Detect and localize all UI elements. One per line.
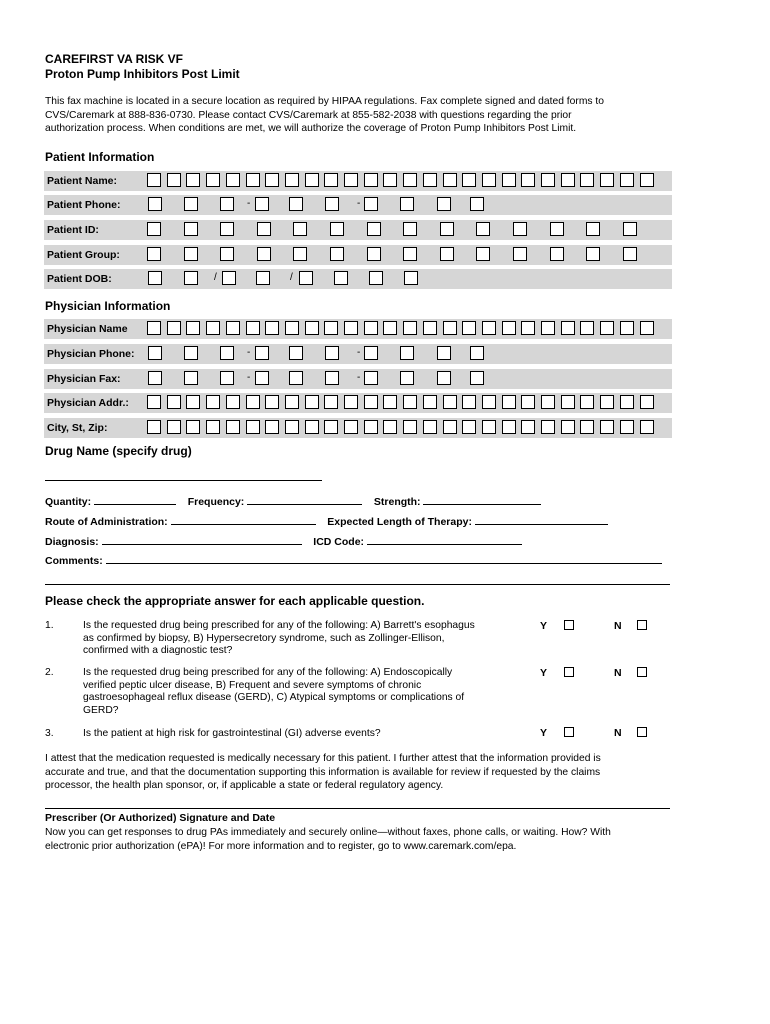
- patient-dob-label: Patient DOB:: [47, 273, 112, 285]
- physician-addr-char-box[interactable]: [403, 395, 417, 409]
- patient-name-char-box[interactable]: [305, 173, 319, 187]
- patient-name-char-box[interactable]: [383, 173, 397, 187]
- physician-name-char-box[interactable]: [462, 321, 476, 335]
- patient-group-char-box[interactable]: [550, 247, 564, 261]
- patient-dob-row: [44, 269, 672, 289]
- route-length-line: [45, 514, 608, 528]
- physician-addr-char-box[interactable]: [521, 395, 535, 409]
- city-state-zip-char-box[interactable]: [265, 420, 279, 434]
- patient-group-char-box[interactable]: [293, 247, 307, 261]
- icd-code-field[interactable]: [367, 534, 522, 545]
- physician-fax-char-box[interactable]: [220, 371, 234, 385]
- question-1-yes-checkbox[interactable]: [564, 620, 574, 630]
- question-2-no-checkbox[interactable]: [637, 667, 647, 677]
- city-state-zip-char-box[interactable]: [186, 420, 200, 434]
- question-1-no-label: N: [614, 620, 622, 632]
- patient-dob-char-box[interactable]: [256, 271, 270, 285]
- patient-name-char-box[interactable]: [600, 173, 614, 187]
- city-state-zip-char-box[interactable]: [502, 420, 516, 434]
- city-state-zip-char-box[interactable]: [482, 420, 496, 434]
- patient-phone-char-box[interactable]: [220, 197, 234, 211]
- physician-addr-row: [44, 393, 672, 413]
- patient-name-char-box[interactable]: [403, 173, 417, 187]
- physician-name-char-box[interactable]: [285, 321, 299, 335]
- patient-phone-char-box[interactable]: [400, 197, 414, 211]
- city-state-zip-label: City, St, Zip:: [47, 422, 108, 434]
- physician-addr-char-box[interactable]: [482, 395, 496, 409]
- physician-name-char-box[interactable]: [206, 321, 220, 335]
- form-title: CAREFIRST VA RISK VF: [45, 52, 184, 66]
- physician-name-char-box[interactable]: [580, 321, 594, 335]
- city-state-zip-char-box[interactable]: [541, 420, 555, 434]
- physician-phone-char-box[interactable]: [470, 346, 484, 360]
- patient-phone-label: Patient Phone:: [47, 199, 121, 211]
- physician-fax-char-box[interactable]: [255, 371, 269, 385]
- question-3-no-label: N: [614, 727, 622, 739]
- patient-id-char-box[interactable]: [586, 222, 600, 236]
- physician-name-row: [44, 319, 672, 339]
- patient-group-char-box[interactable]: [476, 247, 490, 261]
- signature-label: Prescriber (Or Authorized) Signature and Date: [45, 812, 276, 824]
- form-subtitle: Proton Pump Inhibitors Post Limit: [45, 67, 240, 81]
- patient-name-char-box[interactable]: [226, 173, 240, 187]
- patient-phone-char-box[interactable]: [184, 197, 198, 211]
- physician-name-char-box[interactable]: [186, 321, 200, 335]
- physician-phone-char-box[interactable]: [220, 346, 234, 360]
- questions-heading: Please check the appropriate answer for each applicable question.: [45, 594, 425, 608]
- physician-name-char-box[interactable]: [305, 321, 319, 335]
- patient-name-label: Patient Name:: [47, 175, 118, 187]
- physician-name-char-box[interactable]: [246, 321, 260, 335]
- patient-name-char-box[interactable]: [561, 173, 575, 187]
- patient-name-char-box[interactable]: [285, 173, 299, 187]
- physician-name-char-box[interactable]: [167, 321, 181, 335]
- comments-line: [45, 553, 662, 567]
- physician-phone-label: Physician Phone:: [47, 348, 135, 360]
- patient-phone-separator: -: [247, 198, 251, 209]
- physician-addr-label: Physician Addr.:: [47, 397, 129, 409]
- patient-group-char-box[interactable]: [513, 247, 527, 261]
- patient-info-heading: Patient Information: [45, 150, 155, 164]
- physician-addr-char-box[interactable]: [186, 395, 200, 409]
- physician-name-char-box[interactable]: [620, 321, 634, 335]
- physician-addr-char-box[interactable]: [541, 395, 555, 409]
- question-1-no-checkbox[interactable]: [637, 620, 647, 630]
- patient-group-char-box[interactable]: [367, 247, 381, 261]
- patient-name-char-box[interactable]: [521, 173, 535, 187]
- question-3-yes-label: Y: [540, 727, 548, 739]
- city-state-zip-char-box[interactable]: [246, 420, 260, 434]
- physician-addr-char-box[interactable]: [443, 395, 457, 409]
- physician-phone-char-box[interactable]: [255, 346, 269, 360]
- question-1-yes-label: Y: [540, 620, 548, 632]
- comments-line-2[interactable]: [45, 584, 670, 585]
- patient-name-char-box[interactable]: [364, 173, 378, 187]
- physician-name-char-box[interactable]: [226, 321, 240, 335]
- patient-id-char-box[interactable]: [257, 222, 271, 236]
- physician-addr-char-box[interactable]: [324, 395, 338, 409]
- question-2-text: Is the requested drug being prescribed for any of the following: A) Endoscopically verified peptic ulcer disease, B) Frequent and severe symptoms of chronic gastroesophageal reflux disease (GERD), C) Atypical symptoms or complications of GERD?: [83, 667, 465, 716]
- patient-group-row: [44, 245, 672, 265]
- patient-group-char-box[interactable]: [257, 247, 271, 261]
- question-2-no-label: N: [614, 667, 622, 679]
- physician-name-char-box[interactable]: [364, 321, 378, 335]
- physician-addr-char-box[interactable]: [502, 395, 516, 409]
- patient-group-char-box[interactable]: [403, 247, 417, 261]
- question-2-yes-label: Y: [540, 667, 548, 679]
- diagnosis-label: Diagnosis:: [45, 536, 99, 548]
- patient-name-char-box[interactable]: [640, 173, 654, 187]
- intro-text: This fax machine is located in a secure location as required by HIPAA regulations. Fax complete signed and dated forms to CVS/Caremark at 888-836-0730. Please contact CVS/Caremark at 855-582-2038 with questions regarding the prior authorization process. When conditions are met, we will authorize the coverage of Proton Pump Inhibitors Post Limit.: [45, 96, 604, 134]
- physician-addr-char-box[interactable]: [423, 395, 437, 409]
- physician-addr-char-box[interactable]: [246, 395, 260, 409]
- physician-name-char-box[interactable]: [344, 321, 358, 335]
- patient-phone-char-box[interactable]: [437, 197, 451, 211]
- physician-name-char-box[interactable]: [265, 321, 279, 335]
- frequency-field[interactable]: [247, 494, 362, 505]
- patient-name-row: [44, 171, 672, 191]
- question-3-text: Is the patient at high risk for gastrointestinal (GI) adverse events?: [83, 728, 381, 739]
- drug-name-line[interactable]: [45, 480, 322, 481]
- patient-id-char-box[interactable]: [220, 222, 234, 236]
- city-state-zip-char-box[interactable]: [364, 420, 378, 434]
- physician-phone-char-box[interactable]: [289, 346, 303, 360]
- physician-name-char-box[interactable]: [147, 321, 161, 335]
- patient-name-char-box[interactable]: [344, 173, 358, 187]
- city-state-zip-char-box[interactable]: [285, 420, 299, 434]
- physician-name-char-box[interactable]: [600, 321, 614, 335]
- physician-name-char-box[interactable]: [561, 321, 575, 335]
- physician-fax-char-box[interactable]: [325, 371, 339, 385]
- patient-group-label: Patient Group:: [47, 249, 120, 261]
- city-state-zip-char-box[interactable]: [423, 420, 437, 434]
- patient-phone-char-box[interactable]: [148, 197, 162, 211]
- physician-phone-char-box[interactable]: [400, 346, 414, 360]
- city-state-zip-char-box[interactable]: [403, 420, 417, 434]
- patient-group-char-box[interactable]: [330, 247, 344, 261]
- patient-dob-separator: /: [214, 272, 217, 283]
- physician-addr-char-box[interactable]: [285, 395, 299, 409]
- patient-id-char-box[interactable]: [513, 222, 527, 236]
- patient-dob-char-box[interactable]: [404, 271, 418, 285]
- physician-addr-char-box[interactable]: [305, 395, 319, 409]
- patient-phone-char-box[interactable]: [364, 197, 378, 211]
- physician-addr-char-box[interactable]: [167, 395, 181, 409]
- patient-id-char-box[interactable]: [623, 222, 637, 236]
- city-state-zip-char-box[interactable]: [521, 420, 535, 434]
- patient-name-char-box[interactable]: [482, 173, 496, 187]
- patient-phone-separator: -: [357, 198, 361, 209]
- patient-group-char-box[interactable]: [184, 247, 198, 261]
- patient-name-char-box[interactable]: [206, 173, 220, 187]
- patient-name-char-box[interactable]: [541, 173, 555, 187]
- physician-addr-char-box[interactable]: [580, 395, 594, 409]
- physician-phone-char-box[interactable]: [325, 346, 339, 360]
- city-state-zip-char-box[interactable]: [344, 420, 358, 434]
- patient-name-char-box[interactable]: [502, 173, 516, 187]
- question-1-number: 1.: [45, 620, 54, 631]
- diagnosis-icd-line: [45, 534, 522, 548]
- physician-name-char-box[interactable]: [640, 321, 654, 335]
- question-3-no-checkbox[interactable]: [637, 727, 647, 737]
- physician-name-char-box[interactable]: [521, 321, 535, 335]
- city-state-zip-char-box[interactable]: [383, 420, 397, 434]
- physician-name-label: Physician Name: [47, 323, 128, 335]
- icd-code-label: ICD Code:: [313, 536, 365, 548]
- question-3-yes-checkbox[interactable]: [564, 727, 574, 737]
- physician-fax-label: Physician Fax:: [47, 373, 121, 385]
- diagnosis-field[interactable]: [102, 534, 302, 545]
- patient-id-char-box[interactable]: [330, 222, 344, 236]
- physician-addr-char-box[interactable]: [265, 395, 279, 409]
- patient-id-char-box[interactable]: [403, 222, 417, 236]
- question-2-number: 2.: [45, 667, 54, 678]
- patient-name-char-box[interactable]: [620, 173, 634, 187]
- physician-addr-char-box[interactable]: [206, 395, 220, 409]
- physician-phone-row: [44, 344, 672, 364]
- physician-name-char-box[interactable]: [502, 321, 516, 335]
- strength-label: Strength:: [373, 496, 421, 508]
- city-state-zip-char-box[interactable]: [561, 420, 575, 434]
- physician-name-char-box[interactable]: [423, 321, 437, 335]
- patient-name-char-box[interactable]: [324, 173, 338, 187]
- physician-fax-char-box[interactable]: [437, 371, 451, 385]
- drug-name-heading: Drug Name (specify drug): [45, 444, 192, 458]
- patient-name-char-box[interactable]: [246, 173, 260, 187]
- patient-id-label: Patient ID:: [47, 224, 99, 236]
- city-state-zip-char-box[interactable]: [580, 420, 594, 434]
- quantity-frequency-strength-line: [45, 494, 541, 508]
- physician-addr-char-box[interactable]: [620, 395, 634, 409]
- patient-name-char-box[interactable]: [147, 173, 161, 187]
- city-state-zip-char-box[interactable]: [147, 420, 161, 434]
- physician-info-heading: Physician Information: [45, 299, 171, 313]
- physician-name-char-box[interactable]: [482, 321, 496, 335]
- patient-dob-char-box[interactable]: [148, 271, 162, 285]
- therapy-length-field[interactable]: [475, 514, 608, 525]
- physician-name-char-box[interactable]: [541, 321, 555, 335]
- city-state-zip-row: [44, 418, 672, 438]
- patient-group-char-box[interactable]: [147, 247, 161, 261]
- physician-fax-row: [44, 369, 672, 389]
- physician-fax-char-box[interactable]: [148, 371, 162, 385]
- strength-field[interactable]: [423, 494, 541, 505]
- physician-phone-char-box[interactable]: [184, 346, 198, 360]
- patient-dob-char-box[interactable]: [299, 271, 313, 285]
- patient-phone-char-box[interactable]: [255, 197, 269, 211]
- question-1-text: Is the requested drug being prescribed for any of the following: A) Barrett's esophagus as confirmed by biopsy, B) Hypersecretory syndrome, such as Zollinger-Ellison, confirmed with a diagnostic test?: [83, 620, 475, 657]
- physician-name-char-box[interactable]: [324, 321, 338, 335]
- city-state-zip-char-box[interactable]: [167, 420, 181, 434]
- patient-id-char-box[interactable]: [550, 222, 564, 236]
- city-state-zip-char-box[interactable]: [305, 420, 319, 434]
- city-state-zip-char-box[interactable]: [620, 420, 634, 434]
- patient-name-char-box[interactable]: [186, 173, 200, 187]
- patient-group-char-box[interactable]: [220, 247, 234, 261]
- physician-addr-char-box[interactable]: [364, 395, 378, 409]
- frequency-label: Frequency:: [187, 496, 245, 508]
- physician-phone-char-box[interactable]: [148, 346, 162, 360]
- patient-name-char-box[interactable]: [462, 173, 476, 187]
- patient-group-char-box[interactable]: [440, 247, 454, 261]
- patient-dob-separator: /: [290, 272, 293, 283]
- physician-phone-char-box[interactable]: [437, 346, 451, 360]
- city-state-zip-char-box[interactable]: [462, 420, 476, 434]
- city-state-zip-char-box[interactable]: [640, 420, 654, 434]
- patient-dob-char-box[interactable]: [369, 271, 383, 285]
- patient-id-char-box[interactable]: [147, 222, 161, 236]
- patient-id-char-box[interactable]: [184, 222, 198, 236]
- patient-phone-char-box[interactable]: [470, 197, 484, 211]
- patient-id-char-box[interactable]: [367, 222, 381, 236]
- physician-fax-char-box[interactable]: [184, 371, 198, 385]
- patient-dob-char-box[interactable]: [184, 271, 198, 285]
- route-label: Route of Administration:: [45, 516, 168, 528]
- physician-addr-char-box[interactable]: [462, 395, 476, 409]
- physician-phone-char-box[interactable]: [364, 346, 378, 360]
- physician-addr-char-box[interactable]: [344, 395, 358, 409]
- question-3-number: 3.: [45, 728, 54, 739]
- physician-fax-separator: -: [357, 372, 361, 383]
- physician-addr-char-box[interactable]: [640, 395, 654, 409]
- physician-addr-char-box[interactable]: [561, 395, 575, 409]
- patient-group-char-box[interactable]: [586, 247, 600, 261]
- signature-line[interactable]: [45, 808, 670, 809]
- patient-name-char-box[interactable]: [580, 173, 594, 187]
- attestation-text: I attest that the medication requested is medically necessary for this patient. I further attest that the information provided is accurate and true, and that the documentation supporting this information is available for review if requested by the claims processor, the health plan sponsor, or, if applicable a state or federal regulatory agency.: [45, 753, 601, 791]
- city-state-zip-char-box[interactable]: [600, 420, 614, 434]
- physician-name-char-box[interactable]: [403, 321, 417, 335]
- physician-fax-separator: -: [247, 372, 251, 383]
- quantity-label: Quantity:: [45, 496, 92, 508]
- physician-fax-char-box[interactable]: [364, 371, 378, 385]
- therapy-length-label: Expected Length of Therapy:: [327, 516, 472, 528]
- comments-field[interactable]: [106, 553, 662, 564]
- patient-group-char-box[interactable]: [623, 247, 637, 261]
- route-field[interactable]: [171, 514, 316, 525]
- physician-fax-char-box[interactable]: [289, 371, 303, 385]
- physician-phone-separator: -: [357, 347, 361, 358]
- patient-dob-char-box[interactable]: [222, 271, 236, 285]
- comments-label: Comments:: [45, 555, 103, 567]
- patient-phone-char-box[interactable]: [289, 197, 303, 211]
- physician-addr-char-box[interactable]: [226, 395, 240, 409]
- physician-fax-char-box[interactable]: [470, 371, 484, 385]
- patient-dob-char-box[interactable]: [334, 271, 348, 285]
- physician-phone-separator: -: [247, 347, 251, 358]
- city-state-zip-char-box[interactable]: [226, 420, 240, 434]
- patient-name-char-box[interactable]: [265, 173, 279, 187]
- quantity-field[interactable]: [94, 494, 176, 505]
- physician-addr-char-box[interactable]: [600, 395, 614, 409]
- patient-id-char-box[interactable]: [293, 222, 307, 236]
- physician-addr-char-box[interactable]: [383, 395, 397, 409]
- question-2-yes-checkbox[interactable]: [564, 667, 574, 677]
- physician-addr-char-box[interactable]: [147, 395, 161, 409]
- physician-name-char-box[interactable]: [443, 321, 457, 335]
- patient-id-char-box[interactable]: [476, 222, 490, 236]
- city-state-zip-char-box[interactable]: [206, 420, 220, 434]
- patient-phone-row: [44, 195, 672, 215]
- patient-name-char-box[interactable]: [167, 173, 181, 187]
- city-state-zip-char-box[interactable]: [443, 420, 457, 434]
- patient-id-row: [44, 220, 672, 240]
- physician-name-char-box[interactable]: [383, 321, 397, 335]
- epa-info-text: Now you can get responses to drug PAs immediately and securely online—without faxes, phone calls, or waiting. How? With electronic prior authorization (ePA)! For more information and to register, go to www.caremark.com/epa.: [45, 827, 611, 852]
- patient-id-char-box[interactable]: [440, 222, 454, 236]
- city-state-zip-char-box[interactable]: [324, 420, 338, 434]
- physician-fax-char-box[interactable]: [400, 371, 414, 385]
- patient-phone-char-box[interactable]: [325, 197, 339, 211]
- patient-name-char-box[interactable]: [423, 173, 437, 187]
- patient-name-char-box[interactable]: [443, 173, 457, 187]
